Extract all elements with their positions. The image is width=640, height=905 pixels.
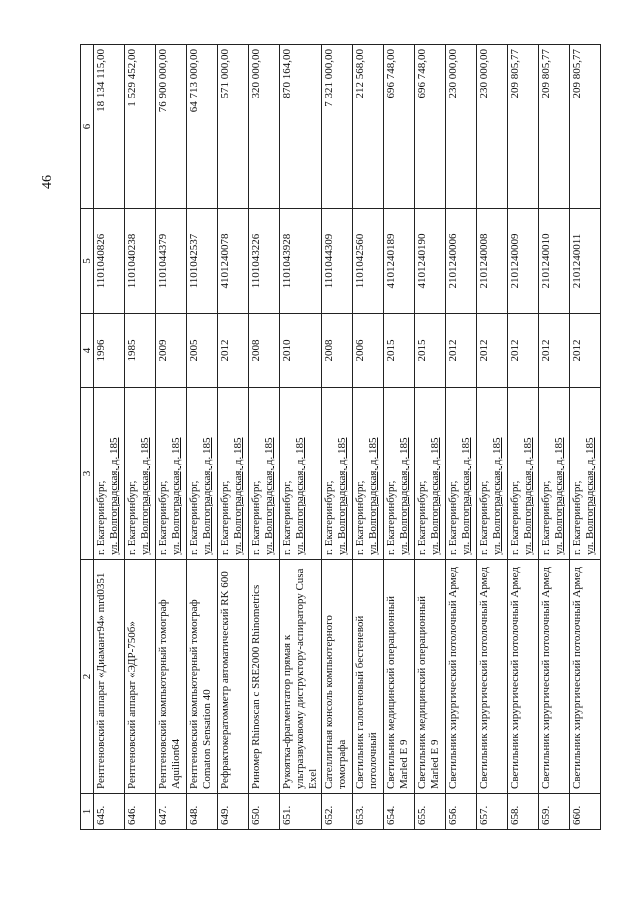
inventory-number: 2101240010 [539, 209, 570, 314]
address [477, 388, 508, 560]
header-cell: 6 [81, 45, 94, 209]
cost: 571 000,00 [218, 45, 249, 209]
inventory-number: 4101240078 [218, 209, 249, 314]
address-street: ул. Волгоградская, д. 185 [460, 437, 472, 555]
address [156, 388, 187, 560]
row-number: 646. [125, 794, 156, 830]
cost: 209 805,77 [508, 45, 539, 209]
row-number: 658. [508, 794, 539, 830]
inventory-number: 1101043928 [280, 209, 322, 314]
row-number: 659. [539, 794, 570, 830]
address-street: ул. Волгоградская, д. 185 [584, 437, 596, 555]
address [570, 388, 601, 560]
address [415, 388, 446, 560]
address-city: г. Екатеринбург, [447, 480, 459, 555]
inventory-number: 4101240190 [415, 209, 446, 314]
address-street: ул. Волгоградская, д. 185 [232, 437, 244, 555]
row-number: 647. [156, 794, 187, 830]
address-street: ул. Волгоградская, д. 185 [522, 437, 534, 555]
table-row [508, 45, 539, 830]
inventory-number: 2101240008 [477, 209, 508, 314]
equipment-name: Светильник хирургический потолочный Армед [446, 560, 477, 794]
header-cell: 2 [81, 560, 94, 794]
address-street: ул. Волгоградская, д. 185 [201, 437, 213, 555]
table-row [384, 45, 415, 830]
address [508, 388, 539, 560]
year: 1996 [94, 314, 125, 388]
address [218, 388, 249, 560]
table-row [539, 45, 570, 830]
inventory-number: 1101044379 [156, 209, 187, 314]
equipment-name: Рукоятка-фрагментатор прямая к ультразвуковому диструктору-аспиратору Cusa Exel [280, 560, 322, 794]
year: 2015 [415, 314, 446, 388]
year: 2012 [539, 314, 570, 388]
cost: 209 805,77 [570, 45, 601, 209]
year: 2009 [156, 314, 187, 388]
year: 2012 [446, 314, 477, 388]
address [187, 388, 218, 560]
equipment-name: Рентгеновский компьютерный томограф Aquilion64 [156, 560, 187, 794]
equipment-name: Риномер Rhinoscan с SRE2000 Rhinometrics [249, 560, 280, 794]
table-body [94, 45, 601, 830]
rotated-table-region [80, 45, 596, 830]
equipment-name: Светильник хирургический потолочный Армед [539, 560, 570, 794]
table-row [415, 45, 446, 830]
cost: 320 000,00 [249, 45, 280, 209]
equipment-name: Рефрактокератомметр автоматический RK 600 [218, 560, 249, 794]
cost: 230 000,00 [477, 45, 508, 209]
table-row [156, 45, 187, 830]
address [446, 388, 477, 560]
address-street: ул. Волгоградская, д. 185 [491, 437, 503, 555]
year: 2012 [477, 314, 508, 388]
cost: 64 713 000,00 [187, 45, 218, 209]
cost: 7 321 000,00 [322, 45, 353, 209]
address-city: г. Екатеринбург, [219, 480, 231, 555]
year: 2012 [508, 314, 539, 388]
table-row [218, 45, 249, 830]
header-cell: 3 [81, 388, 94, 560]
year: 2010 [280, 314, 322, 388]
row-number: 655. [415, 794, 446, 830]
address-city: г. Екатеринбург, [571, 480, 583, 555]
table-row [446, 45, 477, 830]
cost: 870 164,00 [280, 45, 322, 209]
table-row [125, 45, 156, 830]
address-city: г. Екатеринбург, [126, 480, 138, 555]
address-city: г. Екатеринбург, [95, 480, 107, 555]
equipment-name: Светильник хирургический потолочный Армед [477, 560, 508, 794]
table-row [280, 45, 322, 830]
address-city: г. Екатеринбург, [509, 480, 521, 555]
address-street: ул. Волгоградская, д. 185 [139, 437, 151, 555]
table-row [353, 45, 384, 830]
row-number: 650. [249, 794, 280, 830]
address-city: г. Екатеринбург, [281, 480, 293, 555]
row-number: 656. [446, 794, 477, 830]
table-row [187, 45, 218, 830]
address-city: г. Екатеринбург, [250, 480, 262, 555]
header-cell: 1 [81, 794, 94, 830]
year: 2006 [353, 314, 384, 388]
cost: 1 529 452,00 [125, 45, 156, 209]
equipment-name: Светильник медицинский операционный Marled E 9 [384, 560, 415, 794]
table-row [570, 45, 601, 830]
address-street: ул. Волгоградская, д. 185 [336, 437, 348, 555]
address-street: ул. Волгоградская, д. 185 [398, 437, 410, 555]
row-number: 651. [280, 794, 322, 830]
equipment-name: Рентгеновский аппарат «ЭДР-750б» [125, 560, 156, 794]
address [249, 388, 280, 560]
inventory-number: 1101040238 [125, 209, 156, 314]
inventory-number: 2101240006 [446, 209, 477, 314]
table-row [94, 45, 125, 830]
table-row [322, 45, 353, 830]
row-number: 648. [187, 794, 218, 830]
row-number: 653. [353, 794, 384, 830]
year: 2012 [570, 314, 601, 388]
cost: 76 900 000,00 [156, 45, 187, 209]
row-number: 652. [322, 794, 353, 830]
inventory-number: 2101240009 [508, 209, 539, 314]
year: 2008 [322, 314, 353, 388]
row-number: 645. [94, 794, 125, 830]
equipment-name: Светильник медицинский операционный Marled E 9 [415, 560, 446, 794]
address-city: г. Екатеринбург, [385, 480, 397, 555]
address [125, 388, 156, 560]
equipment-name: Рентгеновский аппарат «Диамант94» mrd0351 [94, 560, 125, 794]
address-city: г. Екатеринбург, [478, 480, 490, 555]
address-city: г. Екатеринбург, [540, 480, 552, 555]
table-row [477, 45, 508, 830]
address [384, 388, 415, 560]
inventory-number: 2101240011 [570, 209, 601, 314]
equipment-table [80, 44, 601, 830]
address-city: г. Екатеринбург, [188, 480, 200, 555]
address-city: г. Екатеринбург, [416, 480, 428, 555]
cost: 696 748,00 [415, 45, 446, 209]
header-cell: 4 [81, 314, 94, 388]
address [353, 388, 384, 560]
address-city: г. Екатеринбург, [354, 480, 366, 555]
equipment-name: Светильник хирургический потолочный Армед [570, 560, 601, 794]
header-row [81, 45, 94, 830]
equipment-name: Светильник хирургический потолочный Армед [508, 560, 539, 794]
address-street: ул. Волгоградская, д. 185 [263, 437, 275, 555]
address-street: ул. Волгоградская, д. 185 [429, 437, 441, 555]
row-number: 649. [218, 794, 249, 830]
address [322, 388, 353, 560]
address [280, 388, 322, 560]
cost: 230 000,00 [446, 45, 477, 209]
cost: 209 805,77 [539, 45, 570, 209]
address-street: ул. Волгоградская, д. 185 [553, 437, 565, 555]
inventory-number: 1101043226 [249, 209, 280, 314]
address-city: г. Екатеринбург, [157, 480, 169, 555]
address-city: г. Екатеринбург, [323, 480, 335, 555]
address [539, 388, 570, 560]
equipment-name: Сателлитная консоль компьютерного томографа [322, 560, 353, 794]
address [94, 388, 125, 560]
inventory-number: 1101044309 [322, 209, 353, 314]
inventory-number: 1101042560 [353, 209, 384, 314]
row-number: 657. [477, 794, 508, 830]
cost: 18 134 115,00 [94, 45, 125, 209]
header-cell: 5 [81, 209, 94, 314]
table-row [249, 45, 280, 830]
address-street: ул. Волгоградская, д. 185 [294, 437, 306, 555]
year: 2005 [187, 314, 218, 388]
year: 2008 [249, 314, 280, 388]
inventory-number: 1101040826 [94, 209, 125, 314]
address-street: ул. Волгоградская, д. 185 [367, 437, 379, 555]
inventory-number: 1101042537 [187, 209, 218, 314]
year: 2012 [218, 314, 249, 388]
cost: 696 748,00 [384, 45, 415, 209]
address-street: ул. Волгоградская, д. 185 [170, 437, 182, 555]
equipment-name: Светильник галогеновый бестеневой потолочный [353, 560, 384, 794]
inventory-number: 4101240189 [384, 209, 415, 314]
year: 1985 [125, 314, 156, 388]
cost: 212 568,00 [353, 45, 384, 209]
row-number: 660. [570, 794, 601, 830]
address-street: ул. Волгоградская, д. 185 [108, 437, 120, 555]
year: 2015 [384, 314, 415, 388]
table-container [80, 45, 596, 830]
row-number: 654. [384, 794, 415, 830]
page-number: 46 [40, 175, 55, 189]
equipment-name: Рентгеновский компьютерный томограф Comaton Sensation 40 [187, 560, 218, 794]
